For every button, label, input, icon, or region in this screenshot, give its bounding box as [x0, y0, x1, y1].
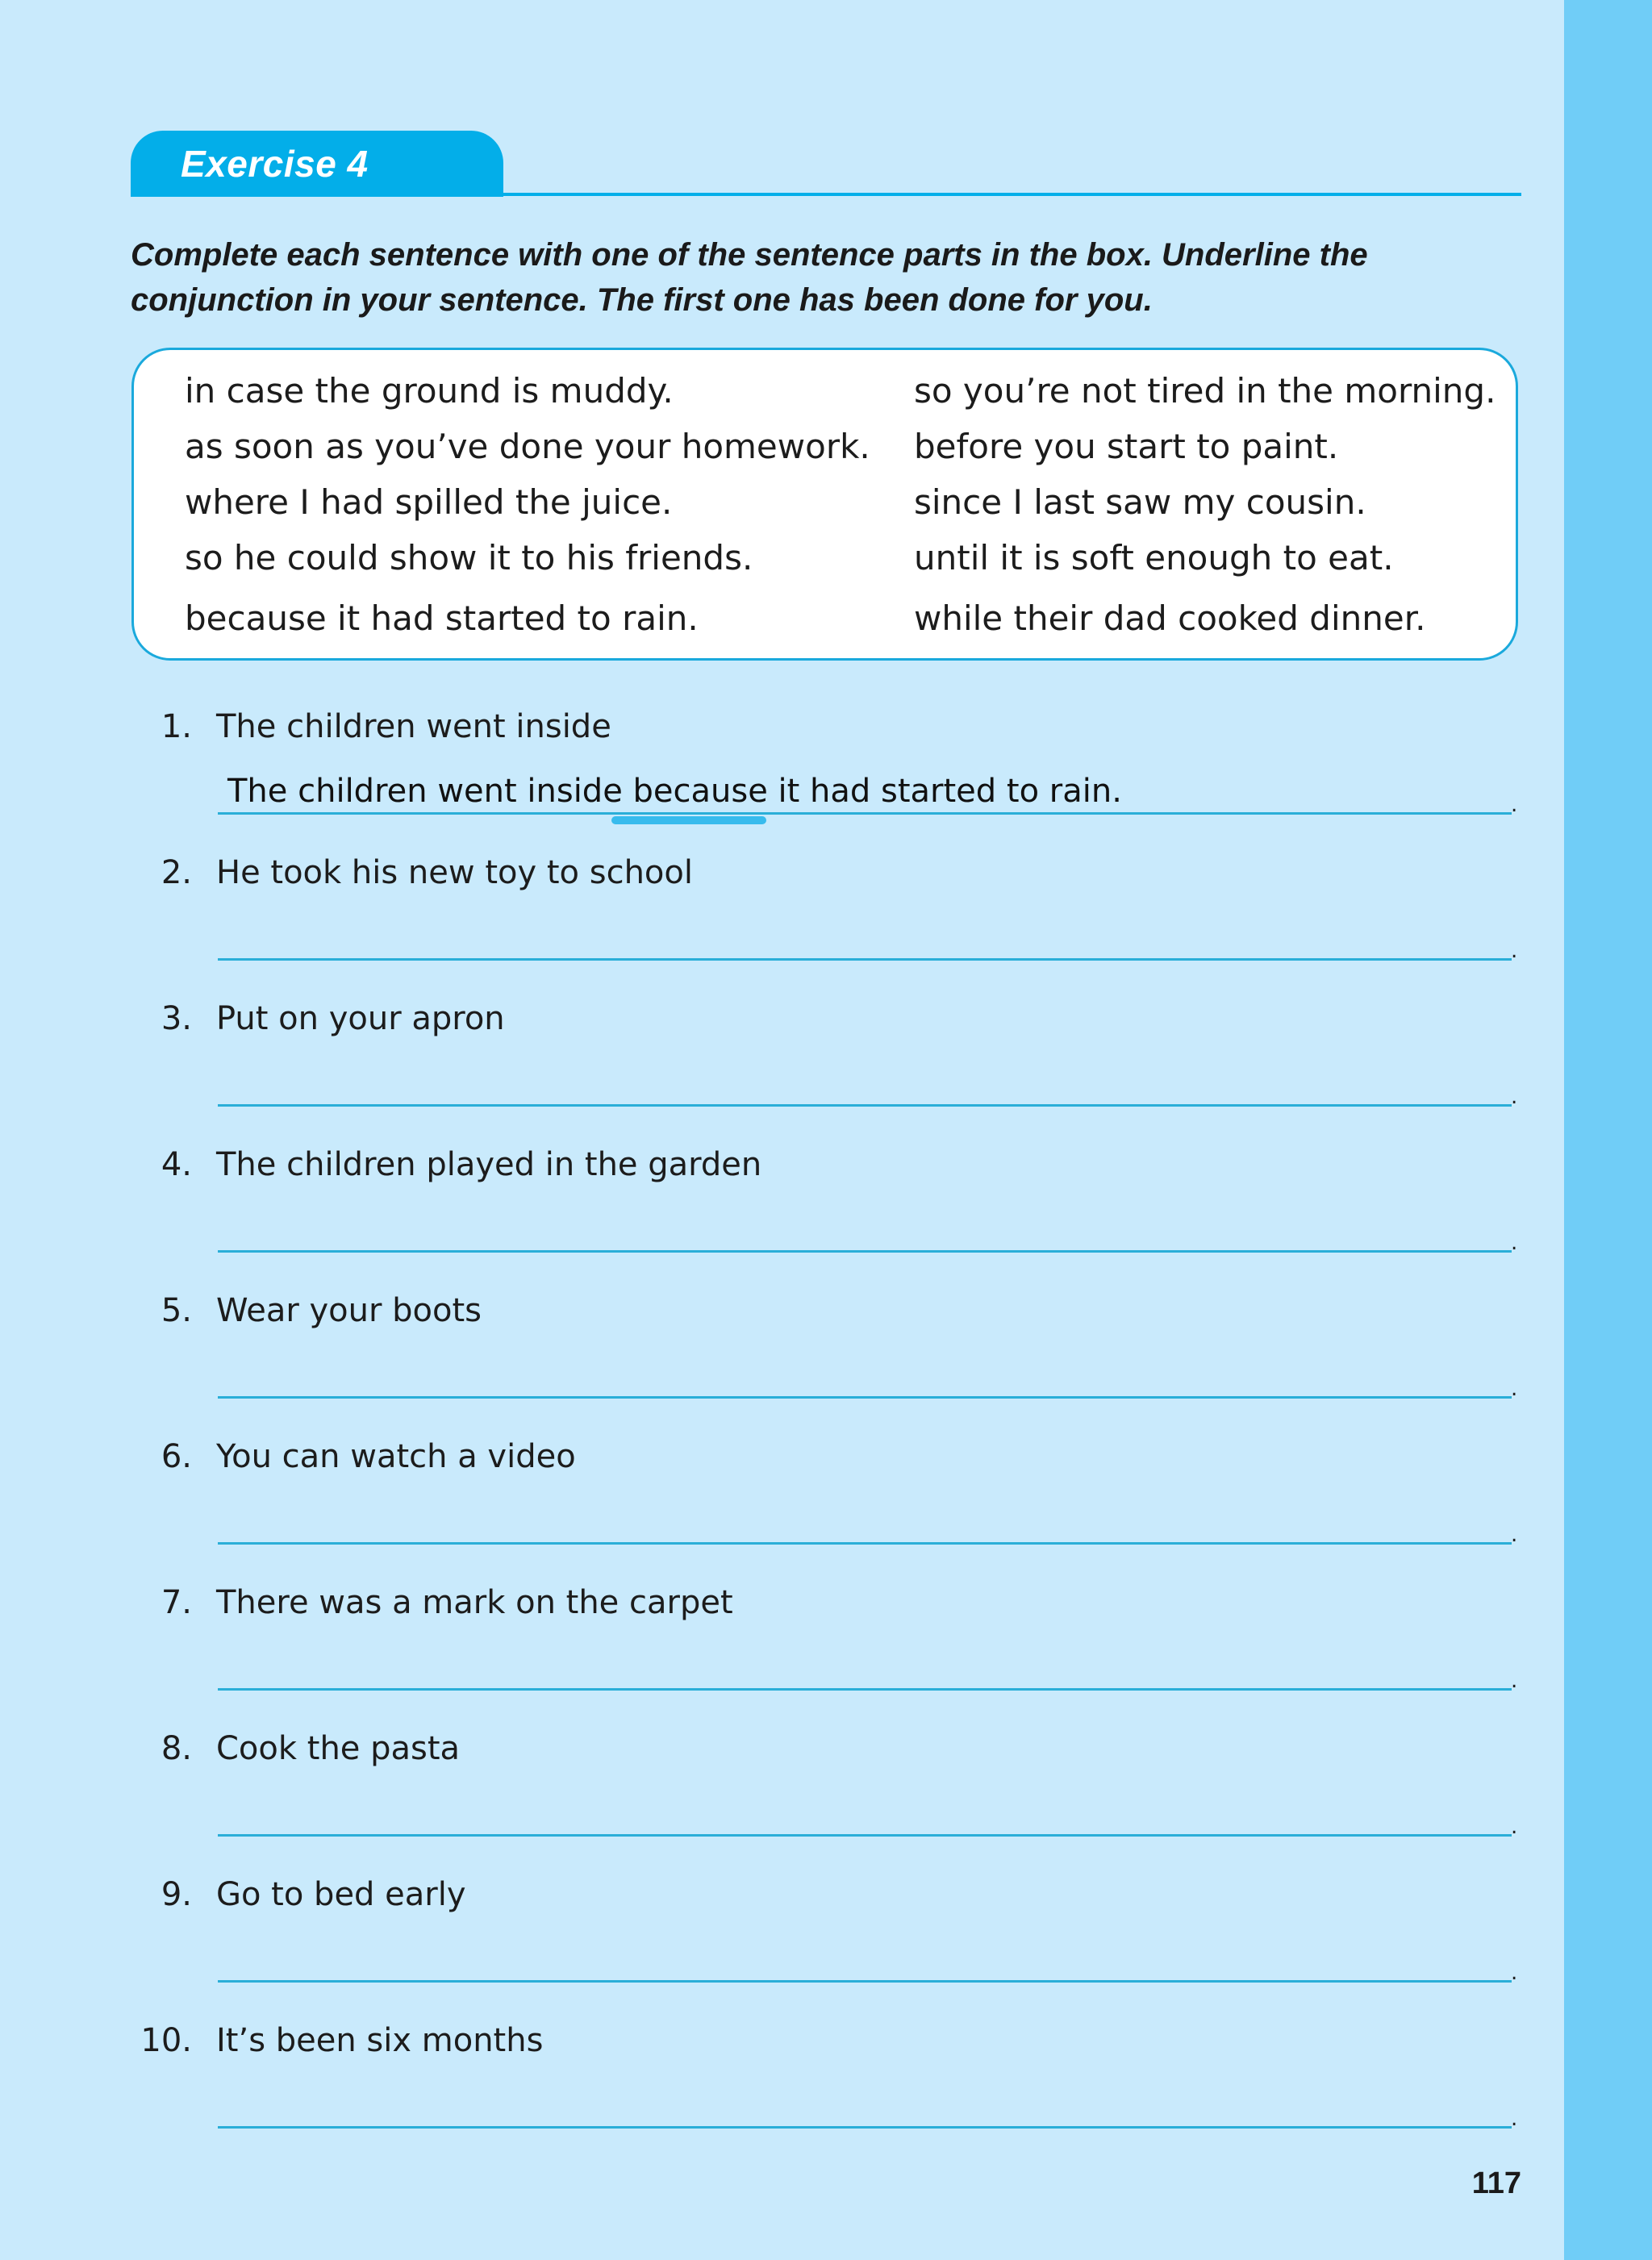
line-end-period: . — [1511, 1231, 1518, 1255]
instructions-keyword: conjunction — [131, 282, 314, 318]
line-end-period: . — [1511, 1669, 1518, 1693]
question-prompt: Go to bed early — [216, 1876, 466, 1913]
answer-line[interactable] — [218, 2126, 1512, 2129]
question-number: 4. — [161, 1146, 192, 1183]
line-end-period: . — [1511, 939, 1518, 963]
conjunction-underline — [611, 816, 766, 824]
answer-line[interactable] — [218, 812, 1512, 815]
page-number: 117 — [1471, 2166, 1521, 2200]
example-answer: The children went inside because it had started to rain. — [227, 773, 1122, 810]
phrase: so he could show it to his friends. — [185, 538, 753, 578]
answer-line[interactable] — [218, 1104, 1512, 1107]
phrase: so you’re not tired in the morning. — [914, 371, 1496, 411]
question-prompt: It’s been six months — [216, 2022, 544, 2059]
answer-line[interactable] — [218, 1980, 1512, 1983]
line-end-period: . — [1511, 1085, 1518, 1109]
question-prompt: He took his new toy to school — [216, 854, 693, 891]
sentence-parts-box — [131, 348, 1518, 661]
line-end-period: . — [1511, 1961, 1518, 1985]
question-prompt: There was a mark on the carpet — [216, 1584, 733, 1621]
line-end-period: . — [1511, 2107, 1518, 2131]
exercise-tab — [131, 131, 503, 197]
exercise-title: Exercise 4 — [181, 143, 369, 185]
question-number: 3. — [161, 1000, 192, 1037]
question-number: 1. — [161, 708, 192, 745]
question-number: 9. — [161, 1876, 192, 1913]
phrase: since I last saw my cousin. — [914, 482, 1366, 522]
header-rule — [131, 193, 1521, 196]
line-end-period: . — [1511, 793, 1518, 817]
phrase: until it is soft enough to eat. — [914, 538, 1394, 578]
side-color-bar — [1564, 0, 1652, 2260]
instructions-text-1: Complete each sentence with one of the sentence parts in the box. Underline the — [131, 237, 1368, 273]
question-number: 8. — [161, 1730, 192, 1767]
answer-line[interactable] — [218, 1250, 1512, 1253]
phrase: while their dad cooked dinner. — [914, 598, 1426, 638]
question-number: 2. — [161, 854, 192, 891]
question-prompt: You can watch a video — [216, 1438, 576, 1475]
phrase: as soon as you’ve done your homework. — [185, 427, 870, 466]
question-number: 6. — [161, 1438, 192, 1475]
phrase: before you start to paint. — [914, 427, 1339, 466]
line-end-period: . — [1511, 1377, 1518, 1401]
line-end-period: . — [1511, 1815, 1518, 1839]
question-prompt: Wear your boots — [216, 1292, 482, 1329]
line-end-period: . — [1511, 1523, 1518, 1547]
question-prompt: The children played in the garden — [216, 1146, 762, 1183]
phrase: because it had started to rain. — [185, 598, 699, 638]
answer-line[interactable] — [218, 1396, 1512, 1399]
instructions — [131, 232, 1526, 323]
question-number: 10. — [140, 2022, 192, 2059]
phrase: where I had spilled the juice. — [185, 482, 673, 522]
phrase: in case the ground is muddy. — [185, 371, 674, 411]
question-number: 7. — [161, 1584, 192, 1621]
question-prompt: Put on your apron — [216, 1000, 505, 1037]
answer-line[interactable] — [218, 1542, 1512, 1545]
instructions-text-2: in your sentence. The first one has been done for you. — [313, 282, 1153, 318]
question-number: 5. — [161, 1292, 192, 1329]
answer-line[interactable] — [218, 958, 1512, 961]
answer-line[interactable] — [218, 1834, 1512, 1837]
question-prompt: The children went inside — [216, 708, 611, 745]
answer-line[interactable] — [218, 1688, 1512, 1691]
question-prompt: Cook the pasta — [216, 1730, 461, 1767]
